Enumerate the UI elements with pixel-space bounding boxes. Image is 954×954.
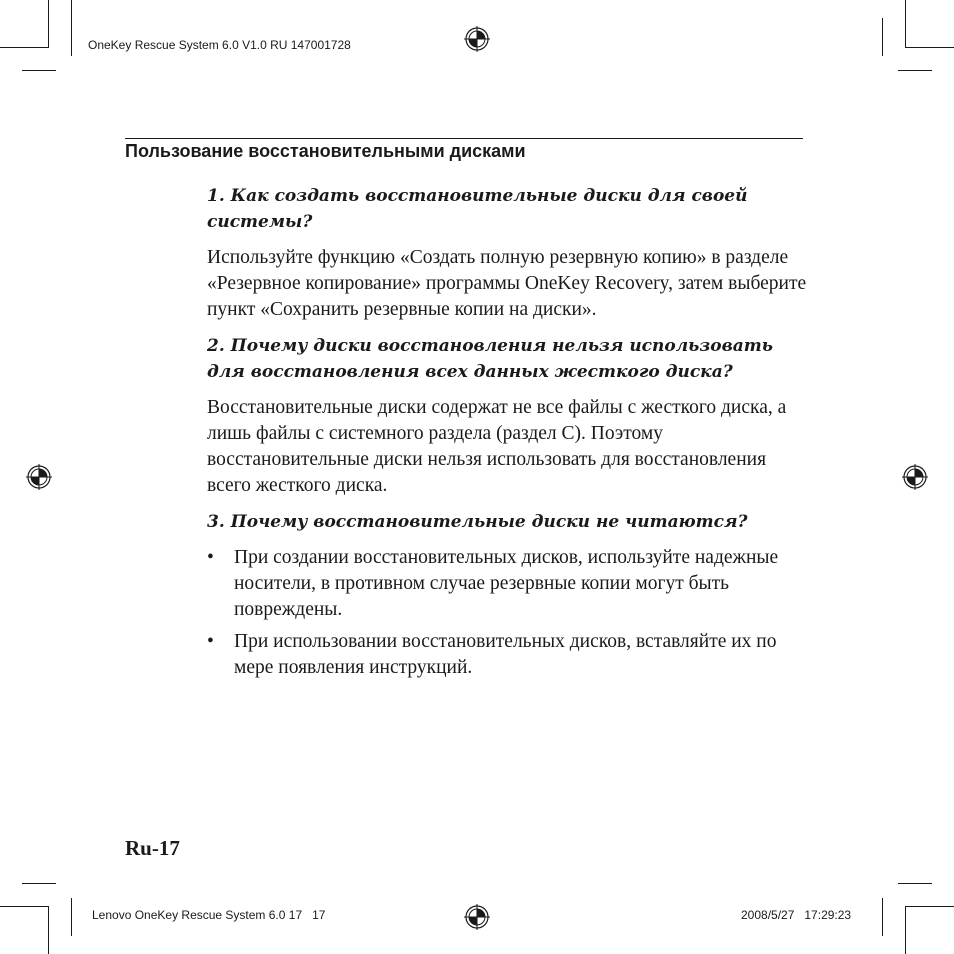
- crop-mark-top-left-vertical: [71, 0, 72, 56]
- crop-mark-bottom-left-horizontal-2: [0, 906, 48, 907]
- faq-question-2: 2. Почему диски восстановления нельзя использовать для восстановления всех данных жесткого диска?: [207, 336, 773, 382]
- faq-answer-2: Восстановительные диски содержат не все файлы с жесткого диска, а лишь файлы с системного раздела (раздел C). Поэтому восстановительные диски нельзя использовать для восстановления всего жесткого диска.: [207, 397, 787, 496]
- section-rule: [125, 138, 803, 139]
- crop-mark-bottom-left-vertical: [71, 898, 72, 936]
- registration-target-icon: [26, 464, 52, 490]
- crop-mark-top-right-horizontal-2: [898, 70, 932, 71]
- crop-mark-bottom-right-vertical: [882, 898, 883, 936]
- crop-mark-top-right-vertical: [882, 18, 883, 56]
- registration-target-icon: [464, 904, 490, 930]
- list-item-text: При использовании восстановительных дисков, вставляйте их по мере появления инструкций.: [234, 631, 777, 678]
- print-slug-header: OneKey Rescue System 6.0 V1.0 RU 147001728: [88, 38, 351, 52]
- crop-mark-bottom-right-horizontal-2: [906, 906, 954, 907]
- crop-mark-bottom-right-horizontal: [898, 883, 932, 884]
- crop-mark-bottom-left-horizontal: [22, 883, 56, 884]
- registration-target-icon: [464, 26, 490, 52]
- faq-answer-3-list: [207, 545, 807, 681]
- faq-question-3: 3. Почему восстановительные диски не читаются?: [207, 512, 748, 532]
- list-item: [207, 629, 807, 681]
- print-slug-footer-right: 2008/5/27 17:29:23: [741, 908, 852, 922]
- section-title: Пользование восстановительными дисками: [125, 141, 526, 161]
- faq-question-1: 1. Как создать восстановительные диски для своей системы?: [207, 186, 748, 232]
- faq-content: [207, 183, 807, 687]
- crop-mark-top-left-vertical-2: [48, 0, 49, 48]
- faq-answer-1: Используйте функцию «Создать полную резервную копию» в разделе «Резервное копирование» программы OneKey Recovery, затем выберите пункт «Сохранить резервные копии на диски».: [207, 247, 807, 320]
- crop-mark-bottom-right-vertical-2: [905, 906, 906, 954]
- crop-mark-top-right-horizontal: [906, 47, 954, 48]
- bullet-dot-icon: •: [207, 547, 214, 568]
- list-item: [207, 545, 807, 623]
- crop-mark-top-left-horizontal: [0, 47, 48, 48]
- registration-target-icon: [902, 464, 928, 490]
- page-number: Ru-17: [125, 836, 180, 860]
- crop-mark-top-left-horizontal-2: [22, 70, 56, 71]
- print-slug-footer-left: Lenovo OneKey Rescue System 6.0 17 17: [92, 908, 326, 922]
- list-item-text: При создании восстановительных дисков, используйте надежные носители, в противном случае резервные копии могут быть повреждены.: [234, 547, 779, 620]
- crop-mark-top-right-vertical-2: [905, 0, 906, 48]
- crop-mark-bottom-left-vertical-2: [48, 906, 49, 954]
- bullet-dot-icon: •: [207, 631, 214, 652]
